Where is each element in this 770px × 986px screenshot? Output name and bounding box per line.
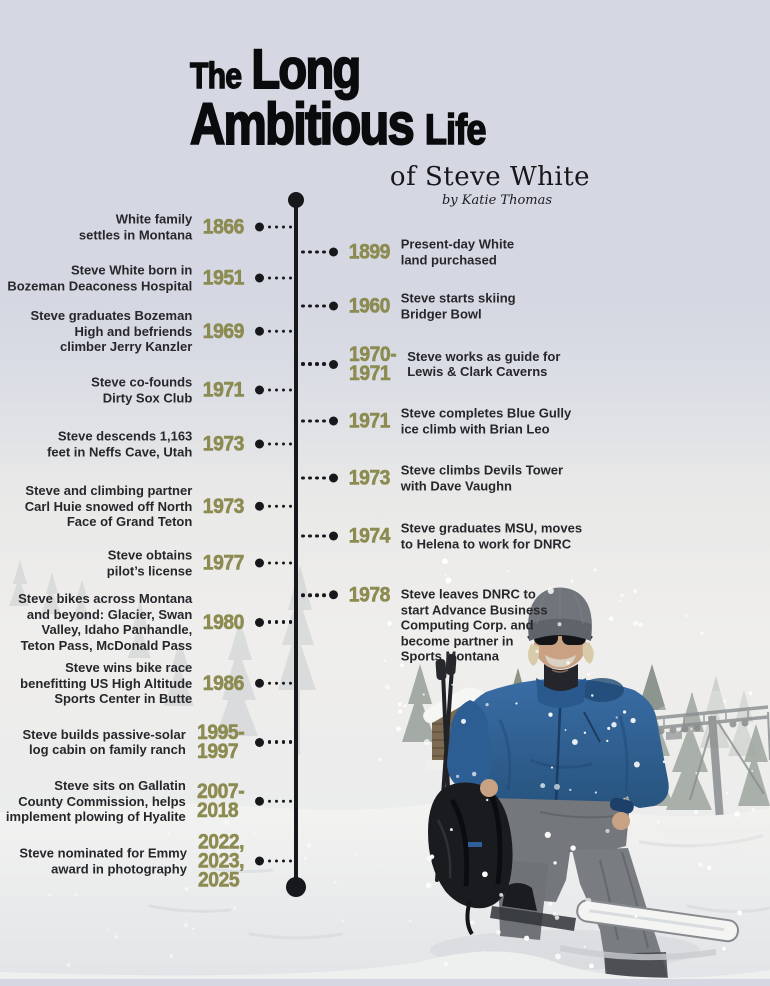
event-year: 1995- 1997: [196, 721, 244, 763]
timeline-event: [0, 429, 292, 460]
connector-dots: [301, 360, 338, 369]
event-year: 1960: [348, 294, 390, 318]
connector-dots: [255, 386, 292, 395]
connector-dots: [301, 417, 338, 426]
event-description: Steve descends 1,163 feet in Neffs Cave, Utah: [47, 428, 193, 459]
event-description: Steve bikes across Montana and beyond: Glacier, Swan Valley, Idaho Panhandle, Teton Pass, McDonald Pass: [18, 591, 193, 653]
event-description: Steve works as guide for Lewis & Clark Caverns: [407, 348, 561, 379]
connector-dots: [301, 532, 338, 541]
event-year: 1978: [348, 583, 390, 607]
timeline-event: [0, 723, 292, 761]
event-year: 2007- 2018: [196, 780, 244, 822]
event-description: Steve completes Blue Gully ice climb with Brian Leo: [400, 405, 572, 436]
event-year: 1969: [203, 319, 245, 343]
connector-dots: [255, 274, 292, 283]
connector-dots: [255, 797, 292, 806]
connector-dots: [301, 248, 338, 257]
title-word-life: Life: [424, 106, 486, 154]
timeline-event: [0, 308, 292, 355]
event-year: 1973: [203, 432, 245, 456]
connector-dots: [255, 738, 292, 747]
event-description: Steve graduates MSU, moves to Helena to work for DNRC: [400, 520, 583, 551]
timeline-event: [301, 406, 571, 437]
timeline-event: [301, 237, 514, 268]
connector-dots: [255, 857, 292, 866]
event-year: 1899: [348, 240, 390, 264]
timeline-event: [301, 556, 548, 664]
timeline-event: [301, 345, 560, 383]
timeline-event: [0, 263, 292, 294]
event-year: 1977: [203, 551, 245, 575]
event-description: Steve builds passive-solar log cabin on family ranch: [22, 726, 186, 757]
event-description: White family settles in Montana: [78, 211, 193, 242]
timeline-event: [0, 778, 292, 825]
title-word-long: Long: [251, 37, 360, 100]
event-year: 1951: [203, 266, 245, 290]
event-year: 1971: [203, 378, 245, 402]
timeline-event: [0, 212, 292, 243]
event-year: 1971: [348, 409, 390, 433]
event-year: 1970- 1971: [349, 343, 397, 385]
timeline-event: [301, 521, 582, 552]
connector-dots: [255, 618, 292, 627]
event-description: Steve leaves DNRC to start Advance Business Computing Corp. and become partner in Sports Montana: [400, 586, 548, 664]
event-year: 1973: [203, 494, 245, 518]
event-description: Steve climbs Devils Tower with Dave Vaughn: [400, 462, 564, 493]
timeline-event: [0, 548, 292, 579]
event-year: 2022, 2023, 2025: [197, 830, 244, 892]
event-description: Steve graduates Bozeman High and befriends climber Jerry Kanzler: [30, 307, 193, 354]
byline: by Katie Thomas: [441, 193, 553, 208]
connector-dots: [255, 502, 292, 511]
connector-dots: [301, 591, 338, 600]
connector-dots: [255, 559, 292, 568]
event-year: 1866: [203, 215, 245, 239]
timeline-event: [0, 660, 292, 707]
connector-dots: [255, 440, 292, 449]
event-description: Steve sits on Gallatin County Commission, helps implement plowing of Hyalite: [5, 777, 186, 824]
event-description: Steve starts skiing Bridger Bowl: [400, 290, 516, 321]
connector-dots: [301, 302, 338, 311]
connector-dots: [301, 474, 338, 483]
timeline-event: [0, 375, 292, 406]
timeline-event: [301, 291, 516, 322]
timeline-event: [0, 830, 292, 892]
event-year: 1973: [348, 466, 390, 490]
event-description: Steve nominated for Emmy award in photography: [19, 845, 187, 876]
event-description: Steve co-founds Dirty Sox Club: [91, 374, 193, 405]
title-word-the: The: [190, 55, 242, 96]
timeline-event: [0, 483, 292, 530]
timeline-event: [301, 463, 563, 494]
connector-dots: [255, 327, 292, 336]
title-word-ambitious: Ambitious: [190, 92, 414, 157]
timeline-event: [0, 591, 292, 653]
subtitle: of Steve White: [389, 162, 591, 192]
event-description: Present-day White land purchased: [400, 236, 515, 267]
event-description: Steve White born in Bozeman Deaconess Hospital: [7, 262, 193, 293]
event-description: Steve obtains pilot’s license: [106, 547, 193, 578]
event-year: 1974: [348, 524, 390, 548]
connector-dots: [255, 679, 292, 688]
event-year: 1980: [203, 610, 245, 634]
event-year: 1986: [203, 671, 245, 695]
event-description: Steve and climbing partner Carl Huie snowed off North Face of Grand Teton: [24, 482, 193, 529]
connector-dots: [255, 223, 292, 232]
event-description: Steve wins bike race benefitting US High Altitude Sports Center in Butte: [20, 659, 193, 706]
